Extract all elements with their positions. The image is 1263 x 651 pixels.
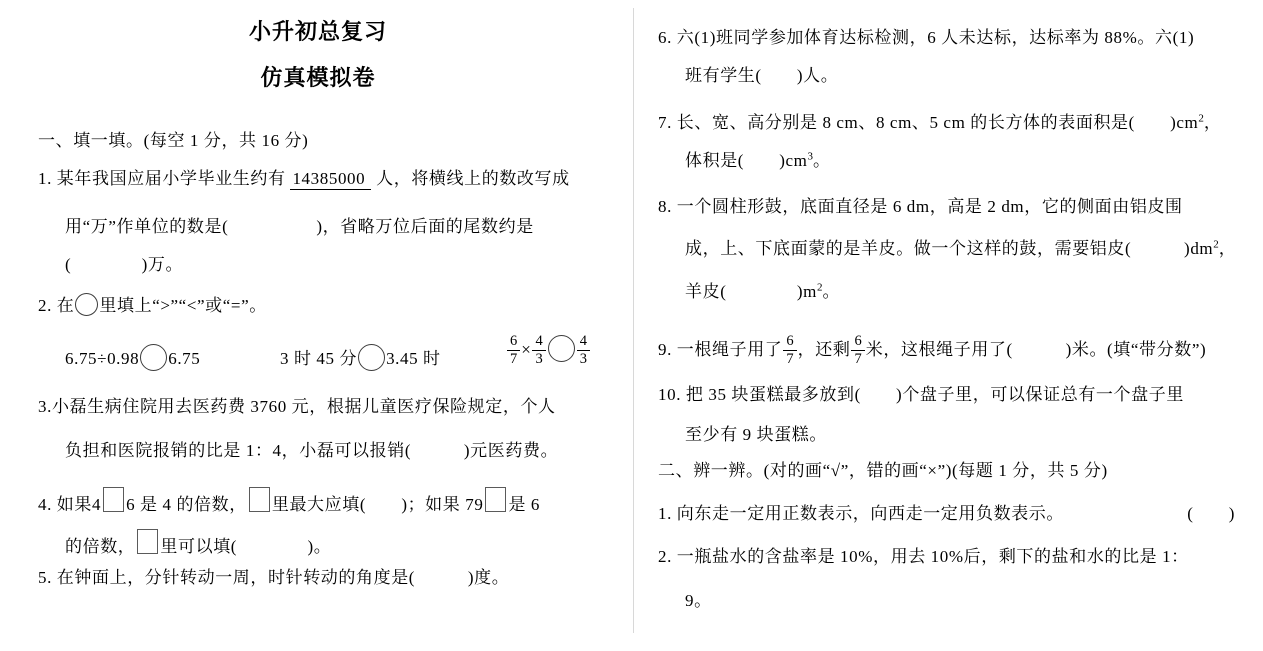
fill-box-shape [249,487,270,512]
fill-box-shape [485,487,506,512]
question-5-line-1: 5. 在钟面上，分针转动一周，时针转动的角度是( )度。 [38,568,510,587]
question-7-line-2 [685,150,831,172]
exam-subtitle: 仿真模拟卷 [260,65,376,90]
compare-circle-shape [75,293,98,316]
superscript: 2 [1213,238,1219,251]
question-text: 羊皮( )m [685,282,817,301]
fraction-denominator: 3 [535,351,543,368]
underlined-number: 14385000 [290,169,371,190]
question-text: ， [1203,113,1222,132]
superscript: 3 [807,150,813,163]
superscript: 2 [1198,112,1204,125]
fraction-denominator: 7 [786,351,794,368]
question-text: 7. 长、宽、高分别是 8 cm、8 cm、5 cm 的长方体的表面积是( )cm [658,113,1199,132]
question-4-line-2 [65,529,331,558]
section2-question-2-line-2: 9。 [685,591,712,610]
question-text: 。 [822,282,841,301]
superscript: 2 [816,281,823,294]
question-text: ，还剩 [797,339,851,359]
question-text: 米，这根绳子用了( )米。(填“带分数”) [865,339,1207,359]
question-text: 成，上、下底面蒙的是羊皮。做一个这样的鼓，需要铝皮( )dm [685,239,1214,258]
question-8-line-2 [685,238,1236,260]
exam-title: 小升初总复习 [248,19,387,44]
question-1-line-3: ( )万。 [65,255,184,274]
expression-text: 6.75 [168,349,201,368]
question-text: 体积是( )cm [685,151,808,170]
section2-question-1-line-1 [658,503,1235,525]
fraction [577,334,590,367]
expression-text: 6.75÷0.98 [65,349,140,368]
question-text: 。 [813,151,831,170]
question-2-compare-group-3 [506,334,591,367]
times-sign: × [521,339,532,359]
question-1-line-2: 用“万”作单位的数是( )，省略万位后面的尾数约是 [65,217,534,236]
fraction [532,334,545,367]
compare-circle-shape [358,344,385,371]
question-8-line-1: 8. 一个圆柱形鼓，底面直径是 6 dm，高是 2 dm，它的侧面由铝皮围 [658,197,1183,216]
answer-blank: ( ) [1187,504,1235,523]
section-1-header: 一、填一填。(每空 1 分，共 16 分) [38,131,309,150]
question-text: 1. 某年我国应届小学毕业生约有 [38,169,291,188]
question-text: 里填上“>”“<”或“=”。 [99,296,267,315]
fraction-numerator: 4 [532,334,545,351]
fraction-denominator: 7 [510,351,518,368]
question-text: ， [1218,239,1237,258]
question-text: 6 是 4 的倍数， [126,495,247,514]
section-2-header: 二、辨一辨。(对的画“√”，错的画“×”)(每题 1 分，共 5 分) [658,461,1108,480]
expression-text: 3.45 时 [386,349,441,368]
question-text: 是 6 [508,495,540,514]
question-text: 2. 在 [38,296,75,315]
question-3-line-2: 负担和医院报销的比是 1：4，小磊可以报销( )元医药费。 [65,441,559,460]
question-10-line-1: 10. 把 35 块蛋糕最多放到( )个盘子里，可以保证总有一个盘子里 [658,385,1184,404]
fill-box-shape [103,487,124,512]
question-6-line-2: 班有学生( )人。 [685,66,839,85]
fraction [507,334,520,367]
expression-text: 3 时 45 分 [280,349,358,368]
fraction-numerator: 6 [783,334,796,351]
question-text: 里可以填( )。 [160,537,332,556]
question-10-line-2: 至少有 9 块蛋糕。 [685,425,827,444]
question-6-line-1: 6. 六(1)班同学参加体育达标检测，6 人未达标，达标率为 88%。六(1) [658,28,1195,47]
question-2-compare-group-2 [280,344,441,371]
question-text: 里最大应填( )；如果 79 [271,495,484,514]
fraction-numerator: 4 [577,334,590,351]
question-text: 人，将横线上的数改写成 [371,169,570,188]
question-1-line-1 [38,168,570,190]
question-2-line-1 [38,293,267,317]
question-2-compare-group-1 [65,344,200,371]
question-4-line-1 [38,487,540,516]
question-7-line-1 [658,112,1221,134]
column-divider [633,8,634,633]
question-8-line-3 [685,281,840,303]
compare-circle-shape [548,335,575,362]
fraction-denominator: 7 [854,351,862,368]
fraction [851,334,864,367]
question-3-line-1: 3.小磊生病住院用去医药费 3760 元，根据儿童医疗保险规定，个人 [38,397,556,416]
fill-box-shape [137,529,158,554]
question-text: 的倍数， [65,537,136,556]
question-9-line-1 [658,334,1206,367]
fraction-numerator: 6 [851,334,864,351]
section2-question-2-line-1: 2. 一瓶盐水的含盐率是 10%，用去 10%后，剩下的盐和水的比是 1： [658,547,1189,566]
fraction-denominator: 3 [579,351,587,368]
question-text: 9. 一根绳子用了 [658,339,783,359]
question-text: 1. 向东走一定用正数表示，向西走一定用负数表示。 [658,504,1064,523]
fraction [783,334,796,367]
fraction-numerator: 6 [507,334,520,351]
question-text: 4. 如果4 [38,495,102,514]
compare-circle-shape [140,344,167,371]
